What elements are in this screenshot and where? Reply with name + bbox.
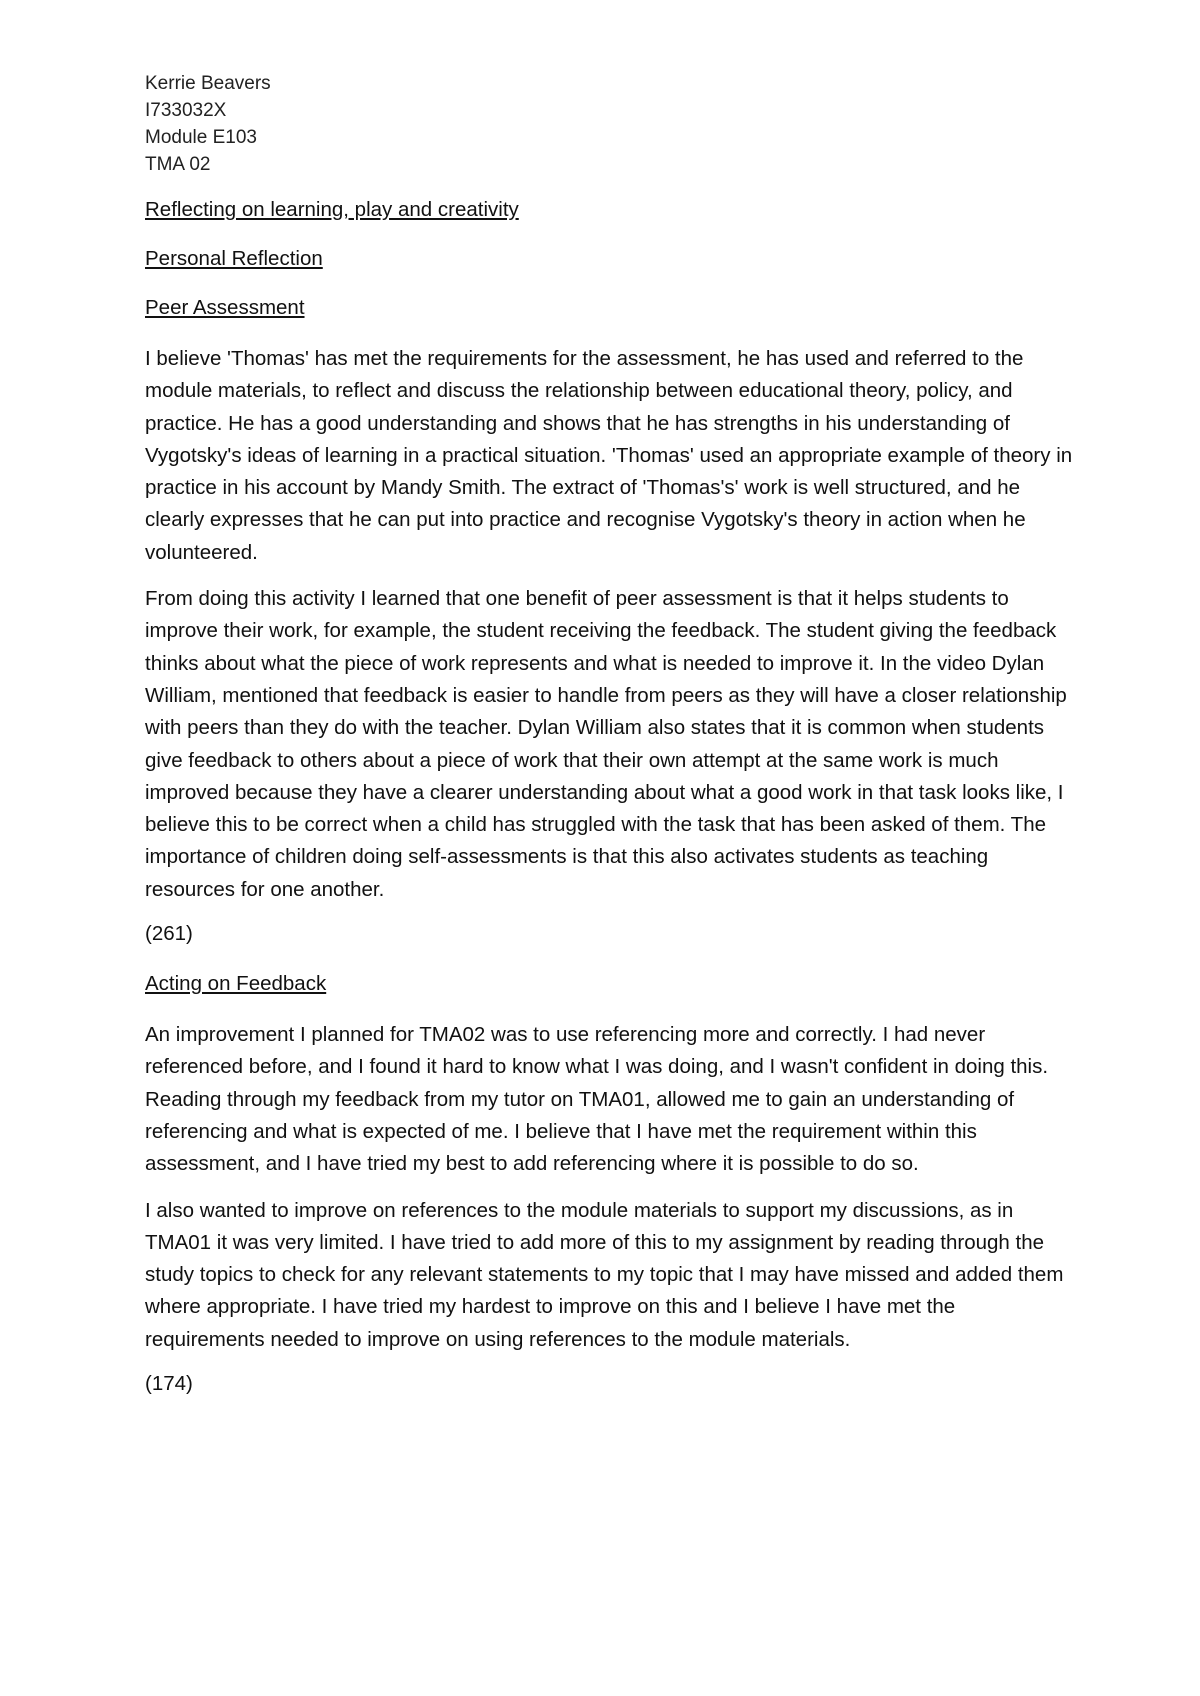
student-id: I733032X — [145, 100, 227, 121]
feedback-word-count: (174) — [145, 1372, 193, 1396]
author-header — [145, 70, 1075, 178]
section-heading-personal-reflection: Personal Reflection — [145, 247, 323, 270]
peer-word-count: (261) — [145, 922, 193, 946]
feedback-paragraph-2: I also wanted to improve on references to the module materials to support my discussions, as in TMA01 it was very limited. I have tried to add more of this to my assignment by reading through the study topics to check for any relevant statements to my topic that I may have missed and added them where appropriate. I have tried my hardest to improve on this and I believe I have met the requirements needed to improve on using references to the module materials. — [145, 1198, 1064, 1351]
author-name: Kerrie Beavers — [145, 73, 271, 94]
document-page — [145, 70, 1075, 1420]
peer-paragraph-2: From doing this activity I learned that one benefit of peer assessment is that it helps students to improve their work, for example, the student receiving the feedback. The student giving the feedback thinks about what the piece of work represents and what is needed to improve it. In the video Dylan William, mentioned that feedback is easier to handle from peers as they will have a closer relationship with peers than they do with the teacher. Dylan William also states that it is common when students give feedback to others about a piece of work that their own attempt at the same work is much improved because they have a clearer understanding about what a good work in that task looks like, I believe this to be correct when a child has struggled with the task that has been asked of them. The importance of children doing self-assessments is that this also activates students as teaching resources for one another. — [145, 587, 1067, 901]
feedback-paragraph-1: An improvement I planned for TMA02 was to use referencing more and correctly. I had never referenced before, and I found it hard to know what I was doing, and I wasn't confident in doing this. Reading through my feedback from my tutor on TMA01, allowed me to gain an understanding of referencing and what is expected of me. I believe that I have met the requirement within this assessment, and I have tried my best to add referencing where it is possible to do so. — [145, 1023, 1049, 1176]
tma-number: TMA 02 — [145, 154, 211, 175]
section-heading-acting-on-feedback: Acting on Feedback — [145, 972, 327, 996]
section-heading-peer-assessment: Peer Assessment — [145, 296, 305, 319]
document-title: Reflecting on learning, play and creativity — [145, 198, 519, 221]
peer-paragraph-1: I believe 'Thomas' has met the requirements for the assessment, he has used and referred to the module materials, to reflect and discuss the relationship between educational theory, policy, and practice. He has a good understanding and shows that he has strengths in his understanding of Vygotsky's ideas of learning in a practical situation. 'Thomas' used an appropriate example of theory in practice in his account by Mandy Smith. The extract of 'Thomas's' work is well structured, and he clearly expresses that he can put into practice and recognise Vygotsky's theory in action when he volunteered. — [145, 347, 1073, 564]
module-code: Module E103 — [145, 127, 257, 148]
